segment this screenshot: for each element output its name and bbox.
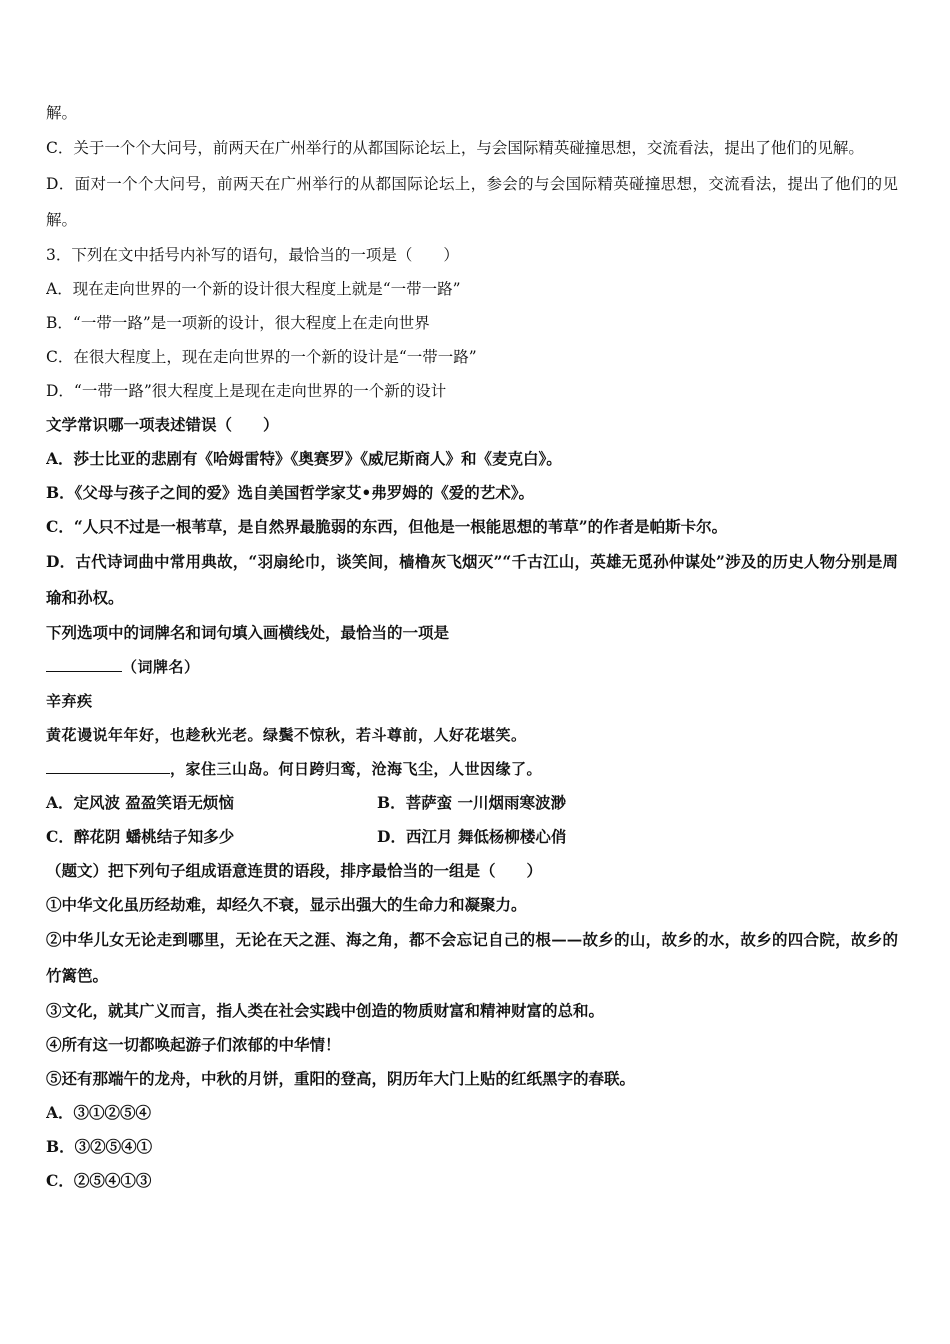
literature-option-b: B．《父母与孩子之间的爱》选自美国哲学家艾•弗罗姆的《爱的艺术》。 xyxy=(46,483,535,502)
poem-stem: 下列选项中的词牌名和词句填入画横线处，最恰当的一项是 xyxy=(46,623,450,642)
order-option-b: B．③②⑤④① xyxy=(46,1137,153,1156)
q2-option-d: D．面对一个个大问号，前两天在广州举行的从都国际论坛上，参会的与会国际精英碰撞思想，交流看法，提出了他们的见解。 xyxy=(46,175,898,229)
poem-options-row-2 xyxy=(46,820,898,854)
order-sentence-5: ⑤还有那端午的龙舟，中秋的月饼，重阳的登高，阴历年大门上贴的红纸黑字的春联。 xyxy=(46,1069,636,1088)
poem-option-d: D．西江月 舞低杨柳楼心俏 xyxy=(377,827,567,846)
poem-options-row-1 xyxy=(46,786,898,820)
line-blank xyxy=(46,756,170,774)
literature-option-d: D．古代诗词曲中常用典故，“羽扇纶巾，谈笑间，樯橹灰飞烟灭”“千古江山，英雄无觅孙仲谋处”涉及的历史人物分别是周瑜和孙权。 xyxy=(46,552,898,607)
poem-option-c: C．醉花阴 蟠桃结子知多少 xyxy=(46,827,235,846)
literature-option-a: A．莎士比亚的悲剧有《哈姆雷特》《奥赛罗》《威尼斯商人》和《麦克白》。 xyxy=(46,449,562,468)
order-option-a: A．③①②⑤④ xyxy=(46,1103,152,1122)
literature-option-c: C．“人只不过是一根苇草，是自然界最脆弱的东西，但他是一根能思想的苇草”的作者是帕斯卡尔。 xyxy=(46,517,728,536)
poem-line-2-suffix: ，家住三山岛。何日跨归鸾，沧海飞尘，人世因缘了。 xyxy=(170,760,543,778)
poem-title-suffix: （词牌名） xyxy=(122,658,200,676)
title-blank xyxy=(46,654,122,672)
literature-stem: 文学常识哪一项表述错误（ ） xyxy=(46,415,279,434)
prev-option-end: 解。 xyxy=(46,104,78,122)
poem-option-b: B．菩萨蛮 一川烟雨寒波渺 xyxy=(377,793,566,812)
exam-page xyxy=(46,96,898,1198)
q3-option-c: C．在很大程度上，现在走向世界的一个新的设计是“一带一路” xyxy=(46,348,477,366)
order-sentence-4: ④所有这一切都唤起游子们浓郁的中华情！ xyxy=(46,1035,341,1054)
order-sentence-1: ①中华文化虽历经劫难，却经久不衰，显示出强大的生命力和凝聚力。 xyxy=(46,895,527,914)
poem-title-line xyxy=(46,650,898,684)
q2-option-c: C．关于一个个大问号，前两天在广州举行的从都国际论坛上，与会国际精英碰撞思想，交流看法，提出了他们的见解。 xyxy=(46,139,864,157)
q3-option-d: D．“一带一路”很大程度上是现在走向世界的一个新的设计 xyxy=(46,382,447,400)
order-stem: （题文）把下列句子组成语意连贯的语段，排序最恰当的一组是（ ） xyxy=(46,861,543,880)
poem-option-a: A．定风波 盈盈笑语无烦恼 xyxy=(46,793,234,812)
order-option-c: C．②⑤④①③ xyxy=(46,1171,152,1190)
q3-stem: 3．下列在文中括号内补写的语句，最恰当的一项是（ ） xyxy=(46,246,459,264)
poem-line-1: 黄花谩说年年好，也趁秋光老。绿鬓不惊秋，若斗尊前，人好花堪笑。 xyxy=(46,726,527,744)
q3-option-a: A．现在走向世界的一个新的设计很大程度上就是“一带一路” xyxy=(46,280,461,298)
order-sentence-3: ③文化，就其广义而言，指人类在社会实践中创造的物质财富和精神财富的总和。 xyxy=(46,1001,605,1020)
poem-line-2 xyxy=(46,752,898,786)
poem-author: 辛弃疾 xyxy=(46,692,93,710)
order-sentence-2: ②中华儿女无论走到哪里，无论在天之涯、海之角，都不会忘记自己的根——故乡的山，故乡的水，故乡的四合院，故乡的竹篱笆。 xyxy=(46,930,898,985)
q3-option-b: B．“一带一路”是一项新的设计，很大程度上在走向世界 xyxy=(46,314,430,332)
